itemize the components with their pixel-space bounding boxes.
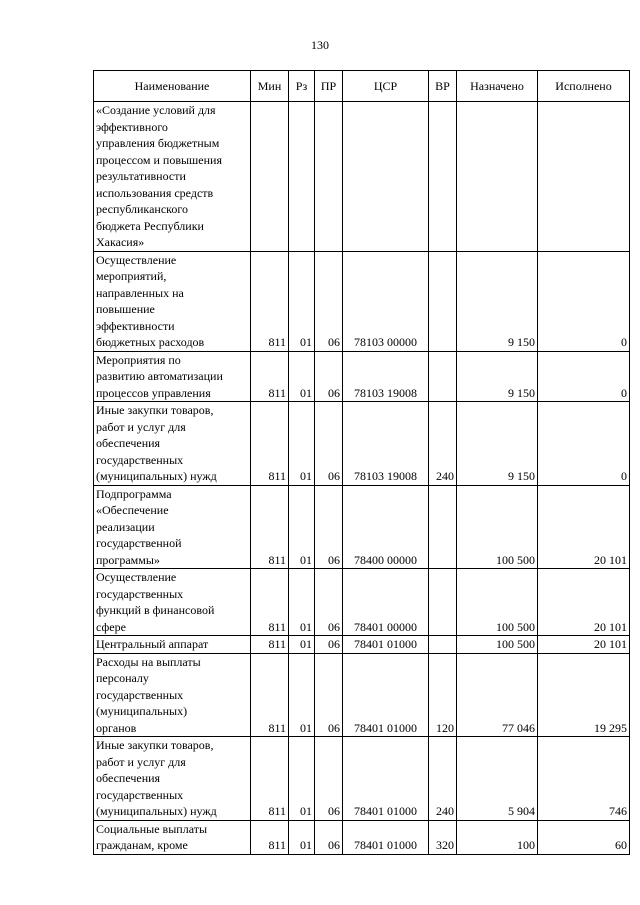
table-row xyxy=(94,102,630,252)
cell-executed: 20 101 xyxy=(538,485,630,569)
cell-executed: 60 xyxy=(538,820,630,854)
cell-rz: 01 xyxy=(289,569,315,636)
cell-name: Иные закупки товаров, работ и услуг для обеспечения государственных (муниципальных) нужд xyxy=(94,737,251,821)
cell-pr xyxy=(315,102,343,252)
cell-executed: 0 xyxy=(538,402,630,486)
header-vr: ВР xyxy=(429,71,457,102)
cell-vr xyxy=(429,569,457,636)
cell-rz: 01 xyxy=(289,251,315,351)
cell-vr: 240 xyxy=(429,737,457,821)
cell-min: 811 xyxy=(251,820,289,854)
cell-csr: 78103 00000 xyxy=(343,251,429,351)
cell-assigned: 77 046 xyxy=(457,653,538,737)
cell-min: 811 xyxy=(251,737,289,821)
cell-pr: 06 xyxy=(315,251,343,351)
budget-table xyxy=(93,70,630,855)
cell-assigned: 9 150 xyxy=(457,351,538,402)
cell-min: 811 xyxy=(251,569,289,636)
cell-csr: 78401 01000 xyxy=(343,737,429,821)
page-number: 130 xyxy=(311,38,329,52)
cell-assigned: 9 150 xyxy=(457,402,538,486)
cell-name: Иные закупки товаров, работ и услуг для обеспечения государственных (муниципальных) нужд xyxy=(94,402,251,486)
cell-vr: 240 xyxy=(429,402,457,486)
table-row xyxy=(94,569,630,636)
cell-rz: 01 xyxy=(289,485,315,569)
cell-rz: 01 xyxy=(289,351,315,402)
header-csr: ЦСР xyxy=(343,71,429,102)
header-rz: Рз xyxy=(289,71,315,102)
table-row xyxy=(94,485,630,569)
cell-csr: 78103 19008 xyxy=(343,351,429,402)
cell-vr: 320 xyxy=(429,820,457,854)
cell-name: «Создание условий для эффективного управления бюджетным процессом и повышения результативности использования средств республиканского бюджета Республики Хакасия» xyxy=(94,102,251,252)
table-row xyxy=(94,402,630,486)
cell-assigned: 100 xyxy=(457,820,538,854)
table-row xyxy=(94,653,630,737)
cell-pr: 06 xyxy=(315,820,343,854)
cell-name: Социальные выплаты гражданам, кроме xyxy=(94,820,251,854)
table-header-row xyxy=(94,71,630,102)
cell-executed: 746 xyxy=(538,737,630,821)
cell-executed xyxy=(538,102,630,252)
cell-assigned xyxy=(457,102,538,252)
cell-name: Осуществление мероприятий, направленных на повышение эффективности бюджетных расходов xyxy=(94,251,251,351)
cell-pr: 06 xyxy=(315,351,343,402)
cell-executed: 0 xyxy=(538,351,630,402)
cell-pr: 06 xyxy=(315,737,343,821)
cell-csr: 78401 01000 xyxy=(343,653,429,737)
header-executed: Исполнено xyxy=(538,71,630,102)
table-row xyxy=(94,737,630,821)
cell-rz: 01 xyxy=(289,636,315,654)
cell-name: Центральный аппарат xyxy=(94,636,251,654)
cell-vr xyxy=(429,485,457,569)
cell-min: 811 xyxy=(251,653,289,737)
header-min: Мин xyxy=(251,71,289,102)
cell-assigned: 100 500 xyxy=(457,485,538,569)
cell-min: 811 xyxy=(251,402,289,486)
cell-pr: 06 xyxy=(315,402,343,486)
cell-executed: 19 295 xyxy=(538,653,630,737)
cell-rz: 01 xyxy=(289,820,315,854)
cell-vr: 120 xyxy=(429,653,457,737)
cell-executed: 20 101 xyxy=(538,636,630,654)
cell-csr: 78103 19008 xyxy=(343,402,429,486)
cell-min: 811 xyxy=(251,485,289,569)
cell-min xyxy=(251,102,289,252)
cell-vr xyxy=(429,351,457,402)
table-row xyxy=(94,636,630,654)
cell-csr: 78401 01000 xyxy=(343,636,429,654)
table-row xyxy=(94,820,630,854)
header-name: Наименование xyxy=(94,71,251,102)
cell-rz: 01 xyxy=(289,653,315,737)
cell-rz: 01 xyxy=(289,737,315,821)
table-row xyxy=(94,251,630,351)
cell-pr: 06 xyxy=(315,653,343,737)
cell-executed: 0 xyxy=(538,251,630,351)
cell-csr: 78401 01000 xyxy=(343,820,429,854)
header-assigned: Назначено xyxy=(457,71,538,102)
cell-pr: 06 xyxy=(315,636,343,654)
cell-vr xyxy=(429,102,457,252)
cell-min: 811 xyxy=(251,351,289,402)
cell-executed: 20 101 xyxy=(538,569,630,636)
cell-name: Подпрограмма «Обеспечение реализации государственной программы» xyxy=(94,485,251,569)
cell-vr xyxy=(429,636,457,654)
cell-rz xyxy=(289,102,315,252)
cell-csr: 78400 00000 xyxy=(343,485,429,569)
cell-assigned: 100 500 xyxy=(457,569,538,636)
cell-csr xyxy=(343,102,429,252)
cell-name: Расходы на выплаты персоналу государственных (муниципальных) органов xyxy=(94,653,251,737)
header-pr: ПР xyxy=(315,71,343,102)
cell-name: Мероприятия по развитию автоматизации процессов управления xyxy=(94,351,251,402)
cell-min: 811 xyxy=(251,251,289,351)
cell-assigned: 9 150 xyxy=(457,251,538,351)
cell-vr xyxy=(429,251,457,351)
cell-csr: 78401 00000 xyxy=(343,569,429,636)
cell-rz: 01 xyxy=(289,402,315,486)
cell-pr: 06 xyxy=(315,485,343,569)
cell-name: Осуществление государственных функций в финансовой сфере xyxy=(94,569,251,636)
cell-pr: 06 xyxy=(315,569,343,636)
cell-assigned: 5 904 xyxy=(457,737,538,821)
cell-min: 811 xyxy=(251,636,289,654)
cell-assigned: 100 500 xyxy=(457,636,538,654)
table-row xyxy=(94,351,630,402)
